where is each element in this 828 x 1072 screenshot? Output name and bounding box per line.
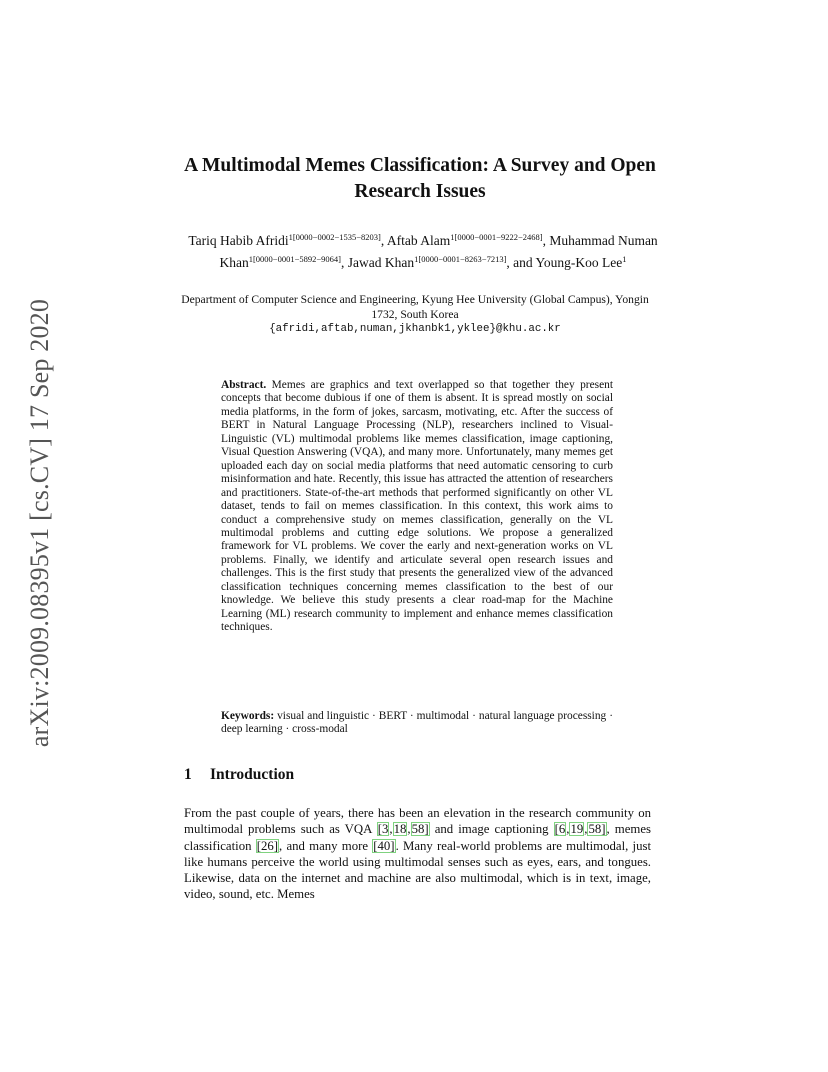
abstract <box>221 379 613 635</box>
author-orcid: 1[0000−0001−9222−2468] <box>450 232 543 242</box>
keywords-label: Keywords: <box>221 710 275 722</box>
section-number: 1 <box>184 766 192 783</box>
author-emails: {afridi,aftab,numan,jkhanbk1,yklee}@khu.ac.kr <box>269 323 561 335</box>
author-name: Aftab Alam <box>386 233 451 248</box>
intro-text: and image captioning <box>429 822 554 837</box>
intro-text: , and many more <box>279 838 373 853</box>
abstract-text: Memes are graphics and text overlapped so that together they present concepts that become dubious if one of them is absent. It is spread mostly on social media platforms, in the form of jokes, sarcasm, motivating, etc. After the success of BERT in Natural Language Processing (NLP), researchers inclined to Visual-Linguistic (VL) multimodal problems like memes classification, image captioning, Visual Question Answering (VQA), and many more. Unfortunately, many memes get uploaded each day on social media platforms that need automatic censoring to curb misinformation and hate. Recently, this issue has attracted the attention of researchers and practitioners. State-of-the-art methods that performed significantly on other VL dataset, tends to fail on memes classification. In this context, this work aims to conduct a comprehensive study on memes classification, generally on the VL multimodal problems and cutting edge solutions. We propose a generalized framework for VL problems. We cover the early and next-generation works on VL problems. Finally, we identify and articulate several open research issues and challenges. This is the first study that presents the generalized view of the advanced classification techniques concerning memes classification to the best of our knowledge. We believe this study presents a clear road-map for the Machine Learning (ML) research community to implement and enhance memes classification techniques. <box>221 379 613 634</box>
affiliation-department: Department of Computer Science and Engineering, Kyung Hee University (Global Campus), Yongin 1732, South Korea <box>181 293 649 321</box>
citation-link[interactable]: [26] <box>256 838 279 853</box>
abstract-label: Abstract. <box>221 379 267 391</box>
author-orcid: 1[0000−0001−8263−7213] <box>414 254 507 264</box>
author-name: Jawad Khan <box>347 255 415 270</box>
intro-text: From the past couple of years, there has been an elevation in the research community on multimodal problems such as VQA <box>184 806 651 837</box>
arxiv-identifier <box>16 285 64 761</box>
citation-link[interactable]: [3 <box>377 822 389 837</box>
keywords <box>221 710 613 737</box>
affiliation <box>175 292 655 337</box>
intro-text: . Many real-world problems are multimodal, just like humans perceive the world using multimodal senses such as eyes, ears, and tongues. Likewise, data on the internet and machine are also multimodal, which is in text, image, video, sound, etc. Memes <box>184 838 652 902</box>
author-list: Tariq Habib Afridi$^{1[0000-0002-1535-8203]}$, Aftab Alam$^{1[0000-0001-9222-2468]}$, Muhammad Numan Khan$^{1[0000-0001-5892-9064]}$, Jawad Khan$^{1[0000-0001-8263-7213]}$, and Young-Koo Lee$^1$ <box>188 232 658 270</box>
author-name: Muhammad Numan Khan <box>219 233 658 270</box>
citation-link[interactable]: 58] <box>411 822 429 837</box>
intro-paragraph: From the past couple of years, there has been an elevation in the research community on multimodal problems such as VQA [3,18,58] and image captioning [6,19,58], memes classification [26], and many more [40]. Many real-world problems are multimodal, just like humans perceive the world using multimodal senses such as eyes, ears, and tongues. Likewise, data on the internet and machine are also multimodal, which is in text, image, video, sound, etc. Memes <box>184 806 652 902</box>
author-orcid: 1[0000−0001−5892−9064] <box>248 254 341 264</box>
author-orcid: 1[0000−0002−1535−8203] <box>288 232 381 242</box>
citation-link[interactable]: [6 <box>554 822 566 837</box>
section-heading <box>184 766 294 784</box>
author-name: Young-Koo Lee <box>535 255 623 270</box>
arxiv-identifier-text: arXiv:2009.08395v1 [cs.CV] 17 Sep 2020 <box>25 298 54 748</box>
citation-link[interactable]: 19 <box>570 822 584 837</box>
citation-link[interactable]: [40] <box>373 838 395 853</box>
paper-title: A Multimodal Memes Classification: A Survey and Open Research Issues <box>184 155 656 202</box>
author-name: Tariq Habib Afridi <box>188 233 289 248</box>
intro-text: , memes classification <box>184 822 651 853</box>
citation-link[interactable]: 58] <box>588 822 606 837</box>
keywords-text: visual and linguistic · BERT · multimodal · natural language processing · deep learning · cross-modal <box>221 710 613 736</box>
citation-link[interactable]: 18 <box>393 822 407 837</box>
section-title: Introduction <box>210 766 295 783</box>
author-orcid: 1 <box>622 254 627 264</box>
